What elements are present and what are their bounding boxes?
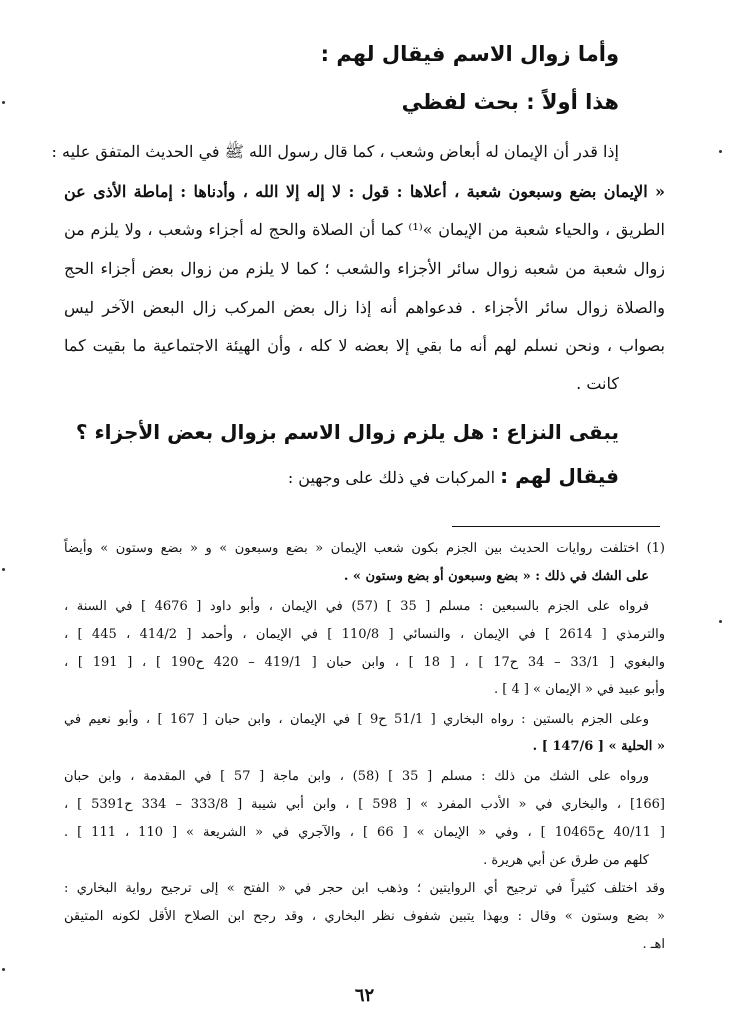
page-number: ٦٢ [354,985,375,1006]
paragraph-line: كانت . [576,374,619,393]
footnote-line: وأبو عبيد في « الإيمان » [ 4 ] . [493,682,665,697]
footnote-line: والبغوي [ 33/1 – 34 ح17 ] ، [ 18 ] ، وابن حبان [ 419/1 – 420 ح190 ] ، [ 191 ] ، [64,655,665,670]
footnote-line: وعلى الجزم بالستين : رواه البخاري [ 51/1 ح9 ] في الإيمان ، وابن حبان [ 167 ] ، وأبو نعيم في [64,712,649,727]
footnote-line: اهـ . [642,937,665,952]
footnote-line: فرواه على الجزم بالسبعين : مسلم [ 35 ] (57) في الإيمان ، وأبو داود [ 4676 ] في السنة ، [64,599,649,614]
paragraph-line: الطريق ، والحياء شعبة من الإيمان »⁽¹⁾ كما أن الصلاة والحج له أجزاء وشعب ، ولا يلزم من [64,220,665,239]
footnote-line: على الشك في ذلك : « بضع وسبعون أو بضع وستون » . [343,569,649,584]
footnote-line: ورواه على الشك من ذلك : مسلم [ 35 ] (58) ، وابن ماجة [ 57 ] في المقدمة ، وابن حبان [64,769,649,784]
footnote-line: « بضع وستون » وقال : وبهذا يتبين شفوف نظر البخاري ، وقد رجح ابن الصلاح الأقل لكونه المتيقن [64,909,665,924]
footnote-separator [452,526,660,527]
footnote-line: كلهم من طرق عن أبي هريرة . [483,853,649,868]
paragraph-line: إذا قدر أن الإيمان له أبعاض وشعب ، كما قال رسول الله ﷺ في الحديث المتفق عليه : [51,142,619,161]
footnote-line: [ 40/11 ح10465 ] ، وفي « الإيمان » [ 66 ] ، والآجري في « الشريعة » [ 110 ، 111 ] . [64,825,665,840]
hadith-line: « الإيمان بضع وسبعون شعبة ، أعلاها : قول : لا إله إلا الله ، وأدناها : إماطة الأذى عن [64,182,665,201]
section-heading: وأما زوال الاسم فيقال لهم : [320,42,619,66]
margin-mark [2,101,5,104]
paragraph-line: بصواب ، ونحن نسلم لهم أنه ما بقي إلا بعضه لا كله ، وأن الهيئة الاجتماعية ما بقيت كما [64,336,665,355]
footnote-line: « الحلية » [ 147/6 ] . [532,739,665,754]
margin-mark [2,968,5,971]
subheading: هذا أولاً : بحث لفظي [401,90,619,114]
footnote-line: وقد اختلف كثيراً في ترجيح أي الروايتين ؛ وذهب ابن حجر في « الفتح » إلى ترجيح رواية البخاري : [64,881,665,896]
footnote-line: والترمذي [ 2614 ] في الإيمان ، والنسائي [ 110/8 ] في الإيمان ، وأحمد [ 414/2 ، 445 ] ، [64,627,665,642]
dispute-rest: المركبات في ذلك على وجهين : [287,468,501,487]
footnote-line: (1) اختلفت روايات الحديث بين الجزم بكون شعب الإيمان « بضع وسبعون » و « بضع وستون » وأيضاً [64,541,665,556]
footnote-line: [166] ، والبخاري في « الأدب المفرد » [ 598 ] ، وابن أبي شيبة [ 333/8 – 334 ح5391 ] ، [64,797,665,812]
margin-mark [2,568,5,571]
paragraph-line: زوال شعبة من شعبه زوال سائر الأجزاء والشعب ؛ كما لا يلزم من زوال بعض أجزاء الحج [64,259,665,278]
paragraph-line: والصلاة زوال سائر الأجزاء . فدعواهم أنه إذا زال بعض المركب زال البعض الآخر ليس [64,298,665,317]
dispute-lead: فيقال لهم : [500,464,619,488]
dispute-line [288,464,619,488]
margin-mark [719,620,722,623]
margin-mark [719,150,722,153]
dispute-heading: يبقى النزاع : هل يلزم زوال الاسم بزوال بعض الأجزاء ؟ [75,420,619,444]
